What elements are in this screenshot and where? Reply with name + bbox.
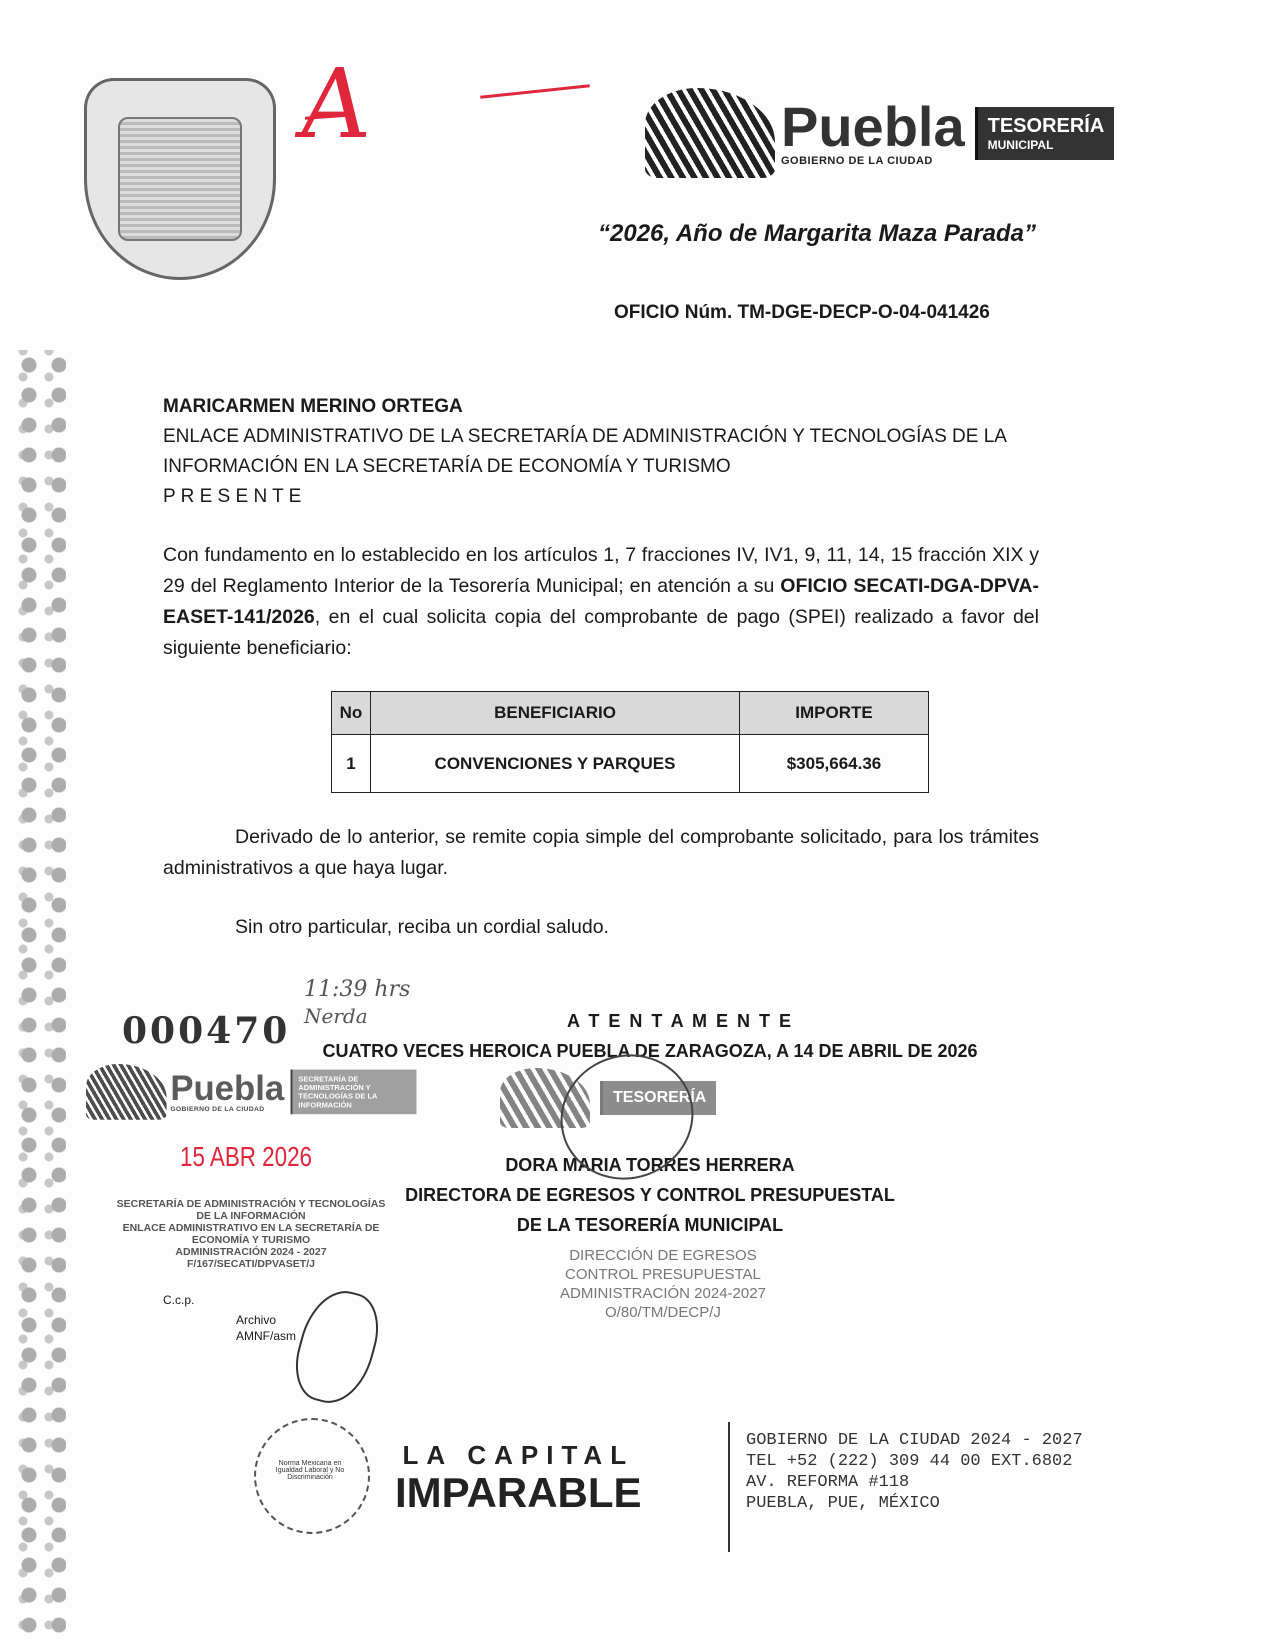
initials-signature <box>287 1282 388 1411</box>
logo-art-icon <box>645 88 775 178</box>
received-date-stamp: 15 ABR 2026 <box>180 1141 313 1172</box>
footer-address: GOBIERNO DE LA CIUDAD 2024 - 2027 TEL +52 (222) 309 44 00 EXT.6802 AV. REFORMA #118 PUEBLA, PUE, MÉXICO <box>746 1431 1083 1513</box>
decorative-border <box>14 350 66 1640</box>
city-seal <box>84 78 276 280</box>
handwritten-time: 11:39 hrs <box>304 977 411 1002</box>
handwritten-name: Nerda <box>304 1004 368 1028</box>
folio-stamp: 000470 <box>122 1010 291 1052</box>
oficio-number: OFICIO Núm. TM-DGE-DECP-O-04-041426 <box>614 302 990 323</box>
motto: “2026, Año de Margarita Maza Parada” <box>598 220 1036 247</box>
ccp-list: Archivo AMNF/asm <box>236 1313 296 1343</box>
signature-block: A T E N T A M E N T E CUATRO VECES HEROICA PUEBLA DE ZARAGOZA, A 14 DE ABRIL DE 2026 DORA MARIA TORRES HERRERA DIRECTORA DE EGRESOS Y CONTROL PRESUPUESTAL DE LA TESORERÍA MUNICIPAL <box>322 1011 978 1235</box>
recipient-line: INFORMACIÓN EN LA SECRETARÍA DE ECONOMÍA Y TURISMO <box>163 456 731 477</box>
tesoreria-stamp-logo: TESORERÍA <box>500 1068 716 1128</box>
beneficiary-table: No BENEFICIARIO IMPORTE 1 CONVENCIONES Y PARQUES $305,664.36 <box>331 691 929 793</box>
secati-logo: Puebla GOBIERNO DE LA CIUDAD SECRETARÍA DE ADMINISTRACIÓN Y TECNOLOGÍAS DE LA INFORMACIÓN <box>86 1064 416 1120</box>
recipient-name: MARICARMEN MERINO ORTEGA <box>163 396 463 417</box>
puebla-tesoreria-logo: Puebla GOBIERNO DE LA CIUDAD TESORERÍA MUNICIPAL <box>645 88 1114 178</box>
paragraph-1: Con fundamento en lo establecido en los artículos 1, 7 fracciones IV, IV1, 9, 11, 14, 15 fracción XIX y 29 del Reglamento Interior de la Tesorería Municipal; en atención a su OFICIO SECATI-DGA-DPVA-EASET-141/2026, en el cual solicita copia del comprobante de pago (SPEI) realizado a favor del siguiente beneficiario: <box>163 544 1039 659</box>
norma-igualdad-logo: Norma Mexicana en Igualdad Laboral y No Discriminación <box>254 1418 370 1534</box>
table-row: 1 CONVENCIONES Y PARQUES $305,664.36 <box>332 735 929 793</box>
handwritten-mark: A <box>292 48 378 160</box>
paragraph-2: Derivado de lo anterior, se remite copia simple del comprobante solicitado, para los trámites administrativos a que haya lugar. <box>163 826 1039 879</box>
recipient-line: ENLACE ADMINISTRATIVO DE LA SECRETARÍA DE ADMINISTRACIÓN Y TECNOLOGÍAS DE LA <box>163 426 1007 447</box>
ccp-label: C.c.p. <box>163 1293 195 1307</box>
red-mark <box>480 84 590 98</box>
secati-stamp: SECRETARÍA DE ADMINISTRACIÓN Y TECNOLOGÍAS DE LA INFORMACIÓN ENLACE ADMINISTRATIVO EN LA SECRETARÍA DE ECONOMÍA Y TURISMO ADMINISTRACIÓN 2024 - 2027 F/167/SECATI/DPVASET/J <box>116 1198 386 1270</box>
la-capital-imparable-logo: LA CAPITAL IMPARABLE <box>395 1440 642 1516</box>
paragraph-3: Sin otro particular, reciba un cordial saludo. <box>235 916 609 938</box>
footer-divider <box>728 1422 730 1552</box>
direccion-stamp: DIRECCIÓN DE EGRESOS CONTROL PRESUPUESTAL ADMINISTRACIÓN 2024-2027 O/80/TM/DECP/J <box>560 1247 766 1321</box>
presente: P R E S E N T E <box>163 486 302 507</box>
